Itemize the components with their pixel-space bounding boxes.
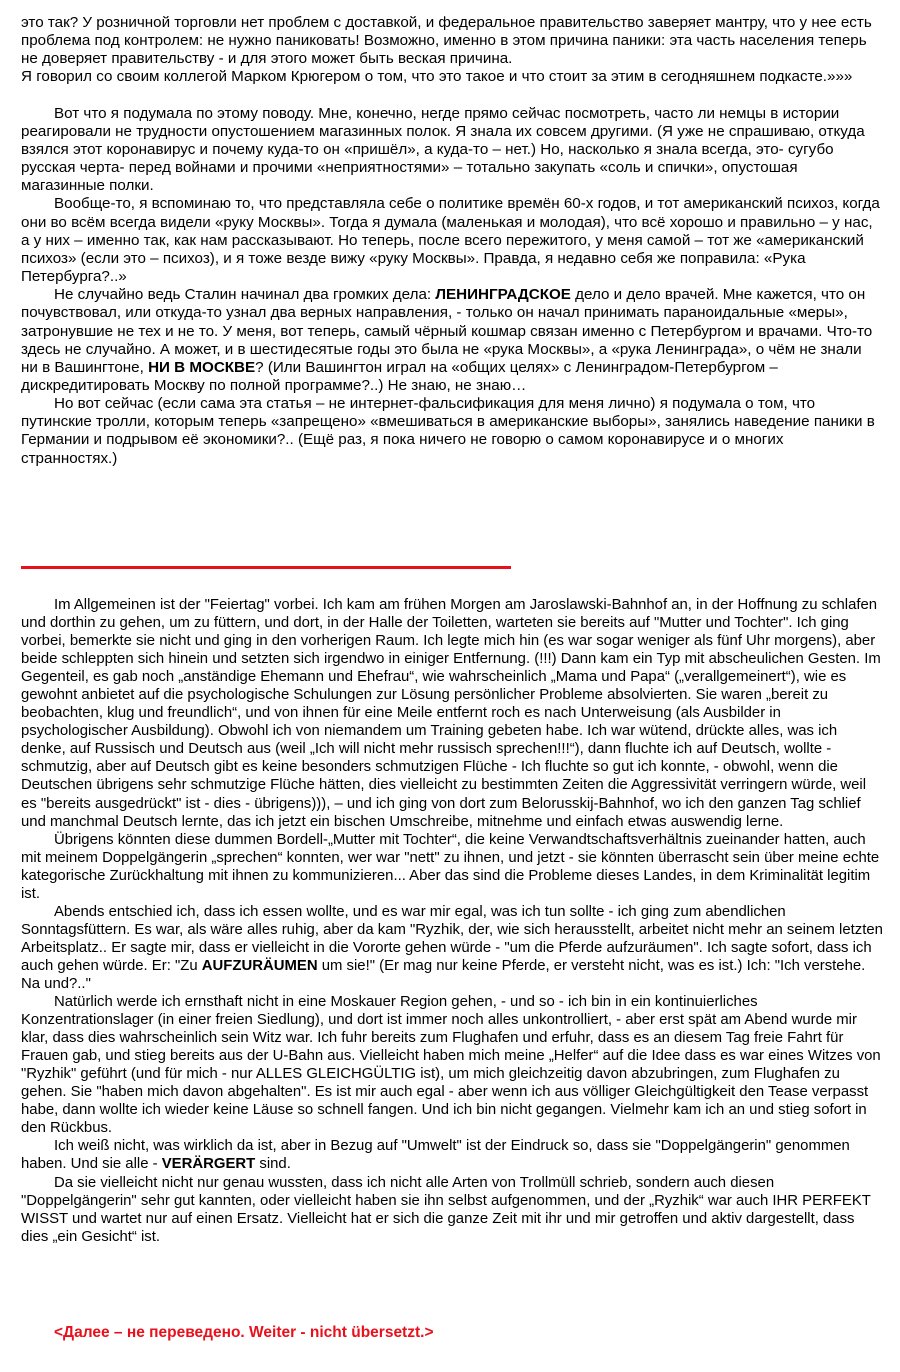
de-p3-text-a: Abends entschied ich, dass ich essen wollte, und es war mir egal, was ich tun sollte - ich ging zum abendlichen Sonntagsfüttern. Es war, als wäre alles ruhig, aber da kam "Ryzhik, der, wie sich herausstellt, arbeitet nicht mehr an seinem letzten Arbeitsplatz.. Er sagte mir, dass er vielleicht in die Vororte gehen würde - "um die Pferde aufzuräumen". Ich sagte sofort, dass ich auch gehen würde. Er: "Zu [21, 903, 883, 974]
ru-paragraph-2: Я говорил со своим коллегой Марком Крюгером о том, что это такое и что стоит за этим в сегодняшнем подкасте.»»» [21, 68, 853, 86]
not-translated-notice: <Далее – не переведено. Weiter - nicht übersetzt.> [54, 1324, 434, 1341]
ru-p5-text-c: дело и дело врачей. Мне кажется, что он почувствовал, или откуда-то узнал два верных направления, - только он начал принимать параноидальные «меры», затронувшие не тех и не то. У меня, вот теперь, самый чёрный кошмар связан именно с Петербургом и врачами. Что-то здесь не случайно. А может, и в шестидесятые годы это была не «рука Москвы», а «рука Ленинграда», о чём не знали ни в Вашингтоне, [21, 286, 873, 376]
ru-paragraph-5 [21, 286, 881, 395]
ru-p5-text-a: Не случайно ведь Сталин начинал два громких дела: [54, 286, 436, 304]
de-paragraph-1: Im Allgemeinen ist der "Feiertag" vorbei. Ich kam am frühen Morgen am Jaroslawski-Bahnhof an, in der Hoffnung zu schlafen und dorthin zu gehen, um zu füttern, und dort, in der Halle der Toiletten, warteten sie bereits auf "Mutter und Tochter". Ich ging vorbei, bemerkte sie nicht und ging in den vorherigen Raum. Ich legte mich hin (es war sogar weniger als fünf Uhr morgens), aber beide schleppten sich hinein und setzten sich irgendwo in einiger Entfernung. (!!!) Dann kam ein Typ mit abscheulichen Gesten. Im Gegenteil, es gab noch „anständige Ehemann und Ehefrau“, wie wahrscheinlich „Mama und Papa“ („verallgemeinert“), wie es gewohnt anbietet auf die psychologische Schulungen zur Lösung persönlicher Probleme absolvierten. Sie waren „bereit zu beobachten, klug und freundlich“, und von ihnen für eine Meile entfernt roch es nach Unterweisung (als Ausbilder in psychologischer Ausbildung). Obwohl ich von niemandem um Training gebeten habe. Ich war wütend, drückte alles, was ich denke, auf Russisch und Deutsch aus (weil „Ich will nicht mehr russisch sprechen!!!“), dann fluchte ich auf Deutsch, wollte - schmutzig, aber auf Deutsch gibt es keine besonders schmutzigen Flüche - Ich fluchte so gut ich konnte, - obwohl, wenn die Deutschen übrigens sehr schmutzige Flüche hätten, dies vielleicht zu bestimmten Zeiten die Aggressivität verringern würde, weil es "bereits ausgedrückt" ist - dies - übrigens))), – und ich ging von dort zum Belorusskij-Bahnhof, wo ich den ganzen Tag schlief und manchmal Deutsch lernte, das ich jetzt ein bischen Umschreibe, mitnehme und einfach etwas auswendig lerne. [21, 597, 881, 830]
german-text-block [21, 596, 883, 1246]
de-paragraph-6: Da sie vielleicht nicht nur genau wussten, dass ich nicht alle Arten von Trollmüll schrieb, sondern auch diesen "Doppelgängerin" sehr gut kannten, oder vielleicht haben sie ihn selbst aufgenommen, und der „Ryzhik“ war auch IHR PERFEKT WISST und wartet nur auf einen Ersatz. Vielleicht hat er sich die ganze Zeit mit ihr und mir getroffen und aktiv dargestellt, dass dies „ein Gesicht“ ist. [21, 1174, 871, 1245]
de-paragraph-4: Natürlich werde ich ernsthaft nicht in eine Moskauer Region gehen, - und so - ich bin in ein kontinuierliches Konzentrationslager (in einer freien Siedlung), und dort ist immer noch alles unkontrolliert, - aber erst spät am Abend wurde mir klar, dass dies wahrscheinlich sein Witz war. Ich fuhr bereits zum Flughafen und erfuhr, dass es an diesem Tag freie Fahrt für Frauen gab, und stieg bereits aus der U-Bahn aus. Vielleicht haben mich meine „Helfer“ auf die Idee dass es war eines Witzes von "Ryzhik" geführt (und für mich - nur ALLES GLEICHGÜLTIG ist), um mich gleichzeitig davon abzubringen, zum Flughafen zu gehen. Sie "haben mich davon abgehalten". Es ist mir auch egal - aber wenn ich aus völliger Gleichgültigkeit den Tease verpasst habe, dann wollte ich wieder keine Läuse so schnell fangen. Und ich bin nicht gegangen. Vielmehr kam ich an und stieg sofort in den Rückbus. [21, 994, 881, 1137]
ru-paragraph-4: Вообще-то, я вспоминаю то, что представляла себе о политике времён 60-х годов, и тот американский психоз, когда они во всём всегда видели «руку Москвы». Тогда я думала (маленькая и молодая), что всё хорошо и правильно – у нас, а у них – именно так, как нам рассказывают. Но теперь, после всего пережитого, у меня самой – тот же «американский психоз» (если это – психоз), и я тоже везде вижу «руку Москвы». Правда, я недавно себя же поправила: «Рука Петербурга?..» [21, 195, 880, 286]
ru-p5-bold-moscow: НИ В МОСКВЕ [148, 358, 256, 376]
de-p5-text-a: Ich weiß nicht, was wirklich da ist, aber in Bezug auf "Umwelt" ist der Eindruck so, dass sie "Doppelgängerin" genommen haben. Und sie alle - [21, 1138, 850, 1173]
de-p5-text-c: sind. [255, 1156, 291, 1173]
ru-paragraph-6: Но вот сейчас (если сама эта статья – не интернет-фальсификация для меня лично) я подумала о том, что путинские тролли, которым теперь «запрещено» «вмешиваться в американские выборы», занялись наведение паники в Германии и подрывом её экономики?.. (Ещё раз, я пока ничего не говорю о самом коронавирусе и о многих странностях.) [21, 395, 875, 467]
ru-p5-bold-leningrad: ЛЕНИНГРАДСКОЕ [435, 286, 571, 304]
de-p3-text-c: um sie!" (Er mag nur keine Pferde, er versteht nicht, was es ist.) Ich: "Ich verstehe. Na und?.." [21, 957, 866, 992]
red-divider-line [21, 566, 511, 569]
ru-p5-text-e: ? (Или Вашингтон играл на «общих целях» с Ленинградом-Петербургом – дискредитировать Москву по полной программе?..) Не знаю, не знаю… [21, 358, 778, 394]
paragraph-gap [21, 87, 881, 105]
ru-paragraph-1: это так? У розничной торговли нет проблем с доставкой, и федеральное правительство заверяет мантру, что у нее есть проблема под контролем: не нужно паниковать! Возможно, именно в этом причина паники: эта часть населения теперь не доверяет правительству - и для этого может быть веская причина. [21, 14, 872, 68]
russian-text-block [21, 14, 881, 468]
de-paragraph-3 [21, 903, 883, 993]
ru-paragraph-3: Вот что я подумала по этому поводу. Мне, конечно, негде прямо сейчас посмотреть, часто ли немцы в истории реагировали не трудности опустошением магазинных полок. Я знала их совсем другими. (Я уже не спрашиваю, откуда взялся этот коронавирус и почему куда-то он «пришёл», а куда-то – нет.) Но, насколько я знала всегда, это- сугубо русская черта- перед войнами и прочими «неприятностями» – тотально закупать «соль и спички», опустошая магазинные полки. [21, 104, 865, 195]
de-p3-bold-aufzuraeumen: AUFZURÄUMEN [201, 957, 318, 974]
de-paragraph-5 [21, 1137, 883, 1173]
de-p5-bold-veraergert: VERÄRGERT [161, 1156, 256, 1173]
de-paragraph-2: Übrigens könnten diese dummen Bordell-„Mutter mit Tochter“, die keine Verwandtschaftsverhältnis zueinander hatten, auch mit meinem Doppelgängerin „sprechen“ konnten, wer war "nett" zu ihnen, und jetzt - sie könnten überrascht sein über meine echte kategorische Zurückhaltung mit ihnen zu kommunizieren... Aber das sind die Probleme dieses Landes, in dem Kriminalität legitim ist. [21, 831, 880, 902]
